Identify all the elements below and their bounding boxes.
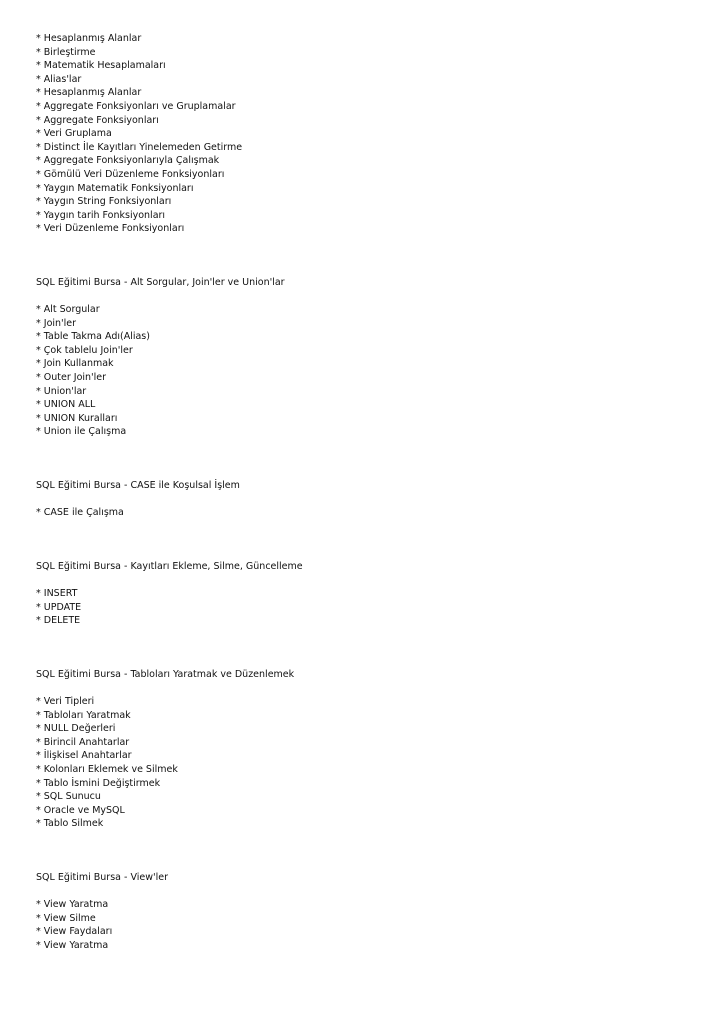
list-item: * Join Kullanmak — [36, 358, 114, 370]
section-heading: SQL Eğitimi Bursa - Kayıtları Ekleme, Silme, Güncelleme — [36, 560, 303, 572]
section-spacer — [36, 520, 696, 560]
list-item: * View Yaratma — [36, 939, 109, 951]
list-item: * View Faydaları — [36, 926, 113, 938]
section-heading: SQL Eğitimi Bursa - Tabloları Yaratmak ve Düzenlemek — [36, 668, 295, 680]
list-item: * Veri Düzenleme Fonksiyonları — [36, 223, 185, 235]
list-item: * Alias'lar — [36, 73, 82, 85]
list-item: * Çok tablelu Join'ler — [36, 344, 133, 356]
section-spacer — [36, 628, 696, 668]
list-item: * View Yaratma — [36, 899, 109, 911]
list-item: * Yaygın tarih Fonksiyonları — [36, 209, 166, 221]
list-item: * Hesaplanmış Alanlar — [36, 87, 142, 99]
list-item: * SQL Sunucu — [36, 791, 101, 803]
section-heading: SQL Eğitimi Bursa - CASE ile Koşulsal İşlem — [36, 480, 240, 492]
section-alt-sorgular — [36, 276, 696, 439]
list-item: * Distinct İle Kayıtları Yinelemeden Getirme — [36, 141, 243, 153]
section-spacer — [36, 236, 696, 276]
section-spacer — [36, 831, 696, 871]
list-item: * Veri Gruplama — [36, 128, 112, 140]
list-item: * View Silme — [36, 912, 96, 924]
list-item: * INSERT — [36, 588, 78, 599]
list-item: * Union'lar — [36, 385, 87, 397]
list-item: * UNION ALL — [36, 399, 96, 411]
section-viewler — [36, 871, 696, 953]
list-item: * UPDATE — [36, 601, 82, 613]
section-heading: SQL Eğitimi Bursa - View'ler — [36, 871, 168, 883]
heading-spacer — [36, 290, 696, 304]
list-item: * Matematik Hesaplamaları — [36, 60, 166, 72]
list-item: * İlişkisel Anahtarlar — [36, 750, 132, 762]
list-item: * DELETE — [36, 615, 81, 627]
list-item: * Alt Sorgular — [36, 304, 100, 316]
list-item: * Kolonları Eklemek ve Silmek — [36, 763, 178, 775]
heading-spacer — [36, 573, 696, 587]
list-item: * Union ile Çalışma — [36, 426, 127, 438]
section-heading: SQL Eğitimi Bursa - Alt Sorgular, Join'ler ve Union'lar — [36, 276, 285, 288]
heading-spacer — [36, 681, 696, 695]
heading-spacer — [36, 493, 696, 507]
heading-spacer — [36, 885, 696, 899]
section-tablolar — [36, 668, 696, 831]
list-item: * UNION Kuralları — [36, 412, 118, 424]
list-item: * Yaygın String Fonksiyonları — [36, 196, 172, 208]
list-item: * Aggregate Fonksiyonları ve Gruplamalar — [36, 100, 236, 112]
list-item: * Hesaplanmış Alanlar — [36, 33, 142, 44]
section-case — [36, 479, 696, 520]
document-page — [36, 32, 696, 952]
list-item: * Birincil Anahtarlar — [36, 736, 130, 748]
list-item: * Veri Tipleri — [36, 695, 95, 707]
list-item: * Table Takma Adı(Alias) — [36, 331, 150, 343]
list-item: * Birleştirme — [36, 46, 96, 58]
intro-list — [36, 32, 696, 236]
list-item: * NULL Değerleri — [36, 723, 116, 735]
list-item: * Outer Join'ler — [36, 372, 107, 384]
list-item: * Aggregate Fonksiyonları — [36, 114, 159, 126]
section-kayitlar — [36, 560, 696, 628]
list-item: * Aggregate Fonksiyonlarıyla Çalışmak — [36, 155, 220, 167]
section-spacer — [36, 439, 696, 479]
list-item: * Tablo Silmek — [36, 818, 104, 830]
list-item: * Tabloları Yaratmak — [36, 709, 131, 721]
list-item: * Oracle ve MySQL — [36, 804, 125, 816]
list-item: * Tablo İsmini Değiştirmek — [36, 777, 161, 789]
list-item: * CASE ile Çalışma — [36, 507, 124, 519]
list-item: * Yaygın Matematik Fonksiyonları — [36, 182, 194, 194]
list-item: * Join'ler — [36, 317, 77, 329]
list-item: * Gömülü Veri Düzenleme Fonksiyonları — [36, 168, 225, 180]
